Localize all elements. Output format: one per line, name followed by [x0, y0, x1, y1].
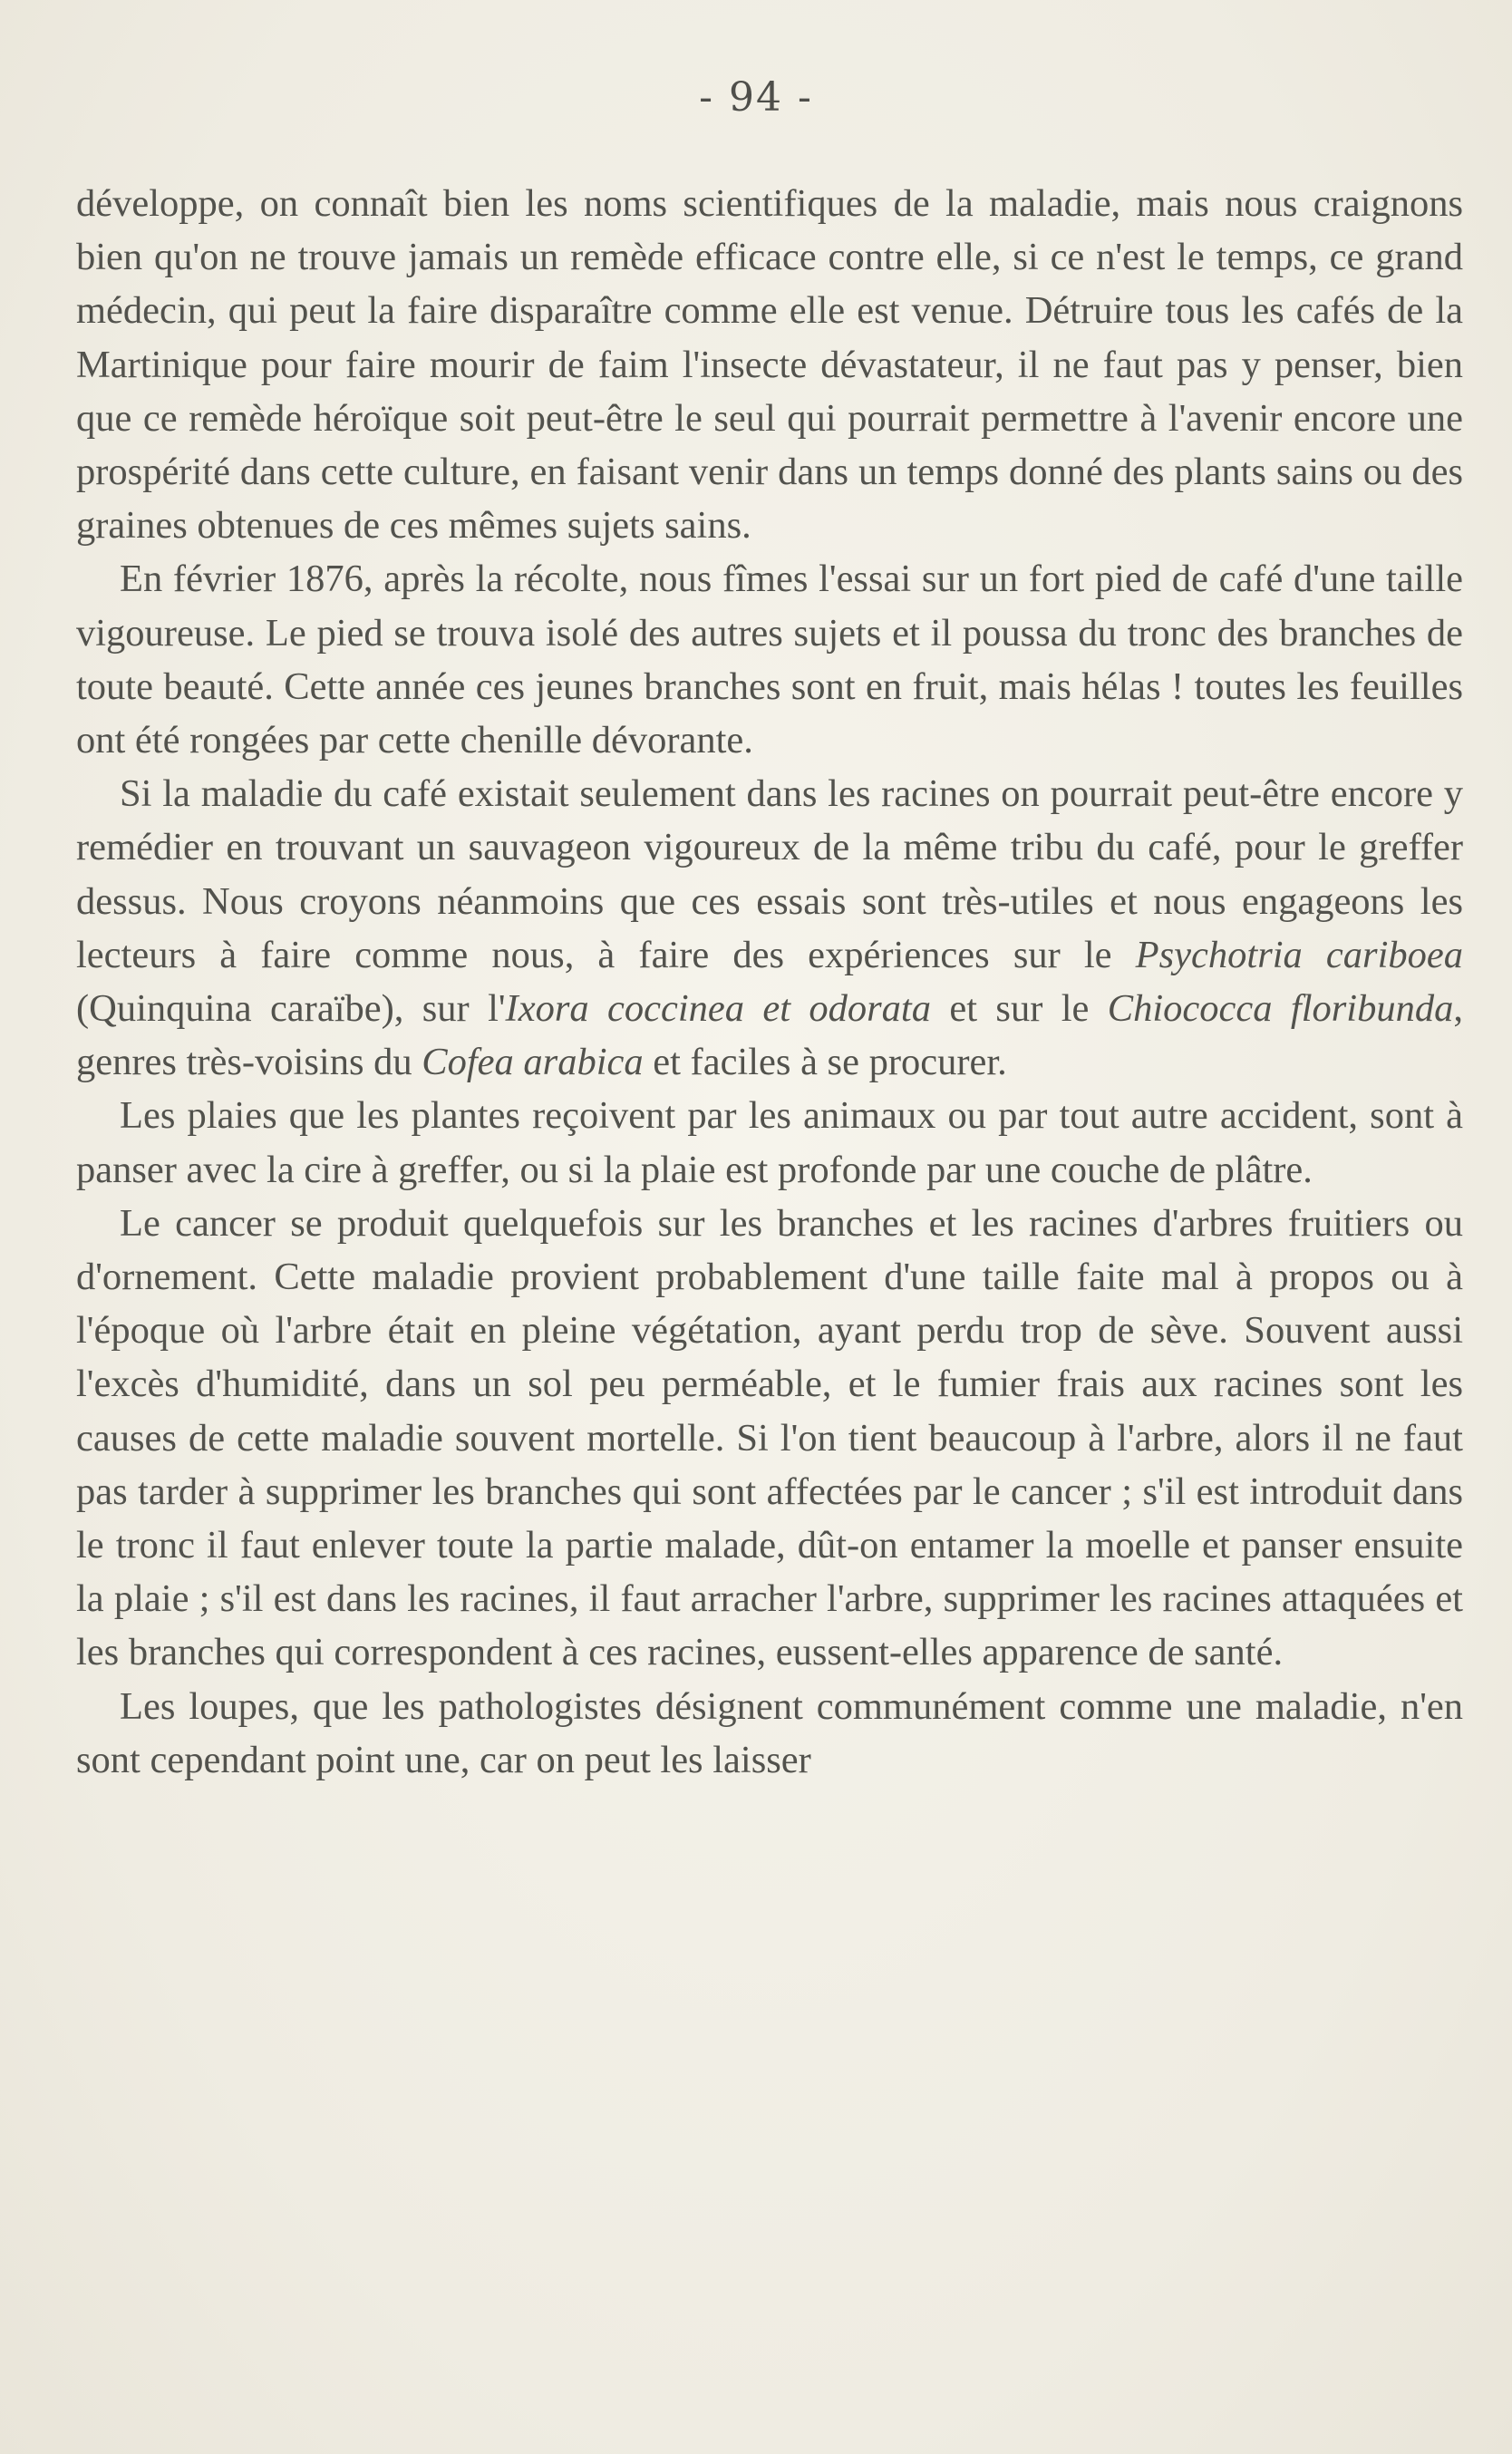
text-run: (Quinquina caraïbe), sur l' [76, 987, 506, 1031]
text-run: et sur le [931, 987, 1108, 1031]
paragraph [76, 1089, 1463, 1196]
text-run: Les plaies que les plantes reçoivent par les animaux ou par tout autre accident, sont à panser avec la cire à greffer, ou si la plaie est profonde par une couche de plâtre. [76, 1094, 1463, 1191]
italic-term: Psychotria cariboea [1135, 933, 1463, 976]
text-run: et faciles à se procurer. [643, 1041, 1007, 1084]
page-number: - 94 - [699, 74, 813, 121]
italic-term: Ixora coccinea et odorata [505, 987, 931, 1031]
paragraph [76, 1680, 1463, 1787]
paragraph [76, 177, 1463, 552]
text-run: Les loupes, que les pathologistes désignent communément comme une maladie, n'en sont cependant point une, car on peut les laisser [76, 1684, 1463, 1781]
italic-term: Cofea arabica [422, 1041, 644, 1084]
italic-term: Chiococca floribunda [1107, 987, 1454, 1031]
body-text [76, 177, 1463, 1787]
paragraph [76, 1197, 1463, 1680]
text-run: , genres très-voisins du [76, 987, 1463, 1084]
text-run: Le cancer se produit quelquefois sur les branches et les racines d'arbres fruitiers ou d'ornement. Cette maladie provient probablement d'une taille faite mal à propos ou à l'époque où l'arbre était en pleine végétation, ayant perdu trop de sève. Souvent aussi l'excès d'humidité, dans un sol peu perméable, et le fumier frais aux racines sont les causes de cette maladie souvent mortelle. Si l'on tient beaucoup à l'arbre, alors il ne faut pas tarder à supprimer les branches qui sont affectées par le cancer ; s'il est introduit dans le tronc il faut enlever toute la partie malade, dût-on entamer la moelle et panser ensuite la plaie ; s'il est dans les racines, il faut arracher l'arbre, supprimer les racines attaquées et les branches qui correspondent à ces racines, eussent-elles apparence de santé. [76, 1201, 1463, 1674]
text-run: développe, on connaît bien les noms scientifiques de la maladie, mais nous craignons bien qu'on ne trouve jamais un remède efficace contre elle, si ce n'est le temps, ce grand médecin, qui peut la faire disparaître comme elle est venue. Détruire tous les cafés de la Martinique pour faire mourir de faim l'insecte dévastateur, il ne faut pas y penser, bien que ce remède héroïque soit peut-être le seul qui pourrait permettre à l'avenir encore une prospérité dans cette culture, en faisant venir dans un temps donné des plants sains ou des graines obtenues de ces mêmes sujets sains. [76, 182, 1463, 548]
text-run: Si la maladie du café existait seulement dans les racines on pourrait peut-être encore y remédier en trouvant un sauvageon vigoureux de la même tribu du café, pour le greffer dessus. Nous croyons néanmoins que ces essais sont très-utiles et nous engageons les lecteurs à faire comme nous, à faire des expériences sur le [76, 772, 1463, 976]
paragraph [76, 767, 1463, 1089]
text-run: En février 1876, après la récolte, nous fîmes l'essai sur un fort pied de café d'une taille vigoureuse. Le pied se trouva isolé des autres sujets et il poussa du tronc des branches de toute beauté. Cette année ces jeunes branches sont en fruit, mais hélas ! toutes les feuilles ont été rongées par cette chenille dévorante. [76, 558, 1463, 762]
paragraph [76, 552, 1463, 767]
